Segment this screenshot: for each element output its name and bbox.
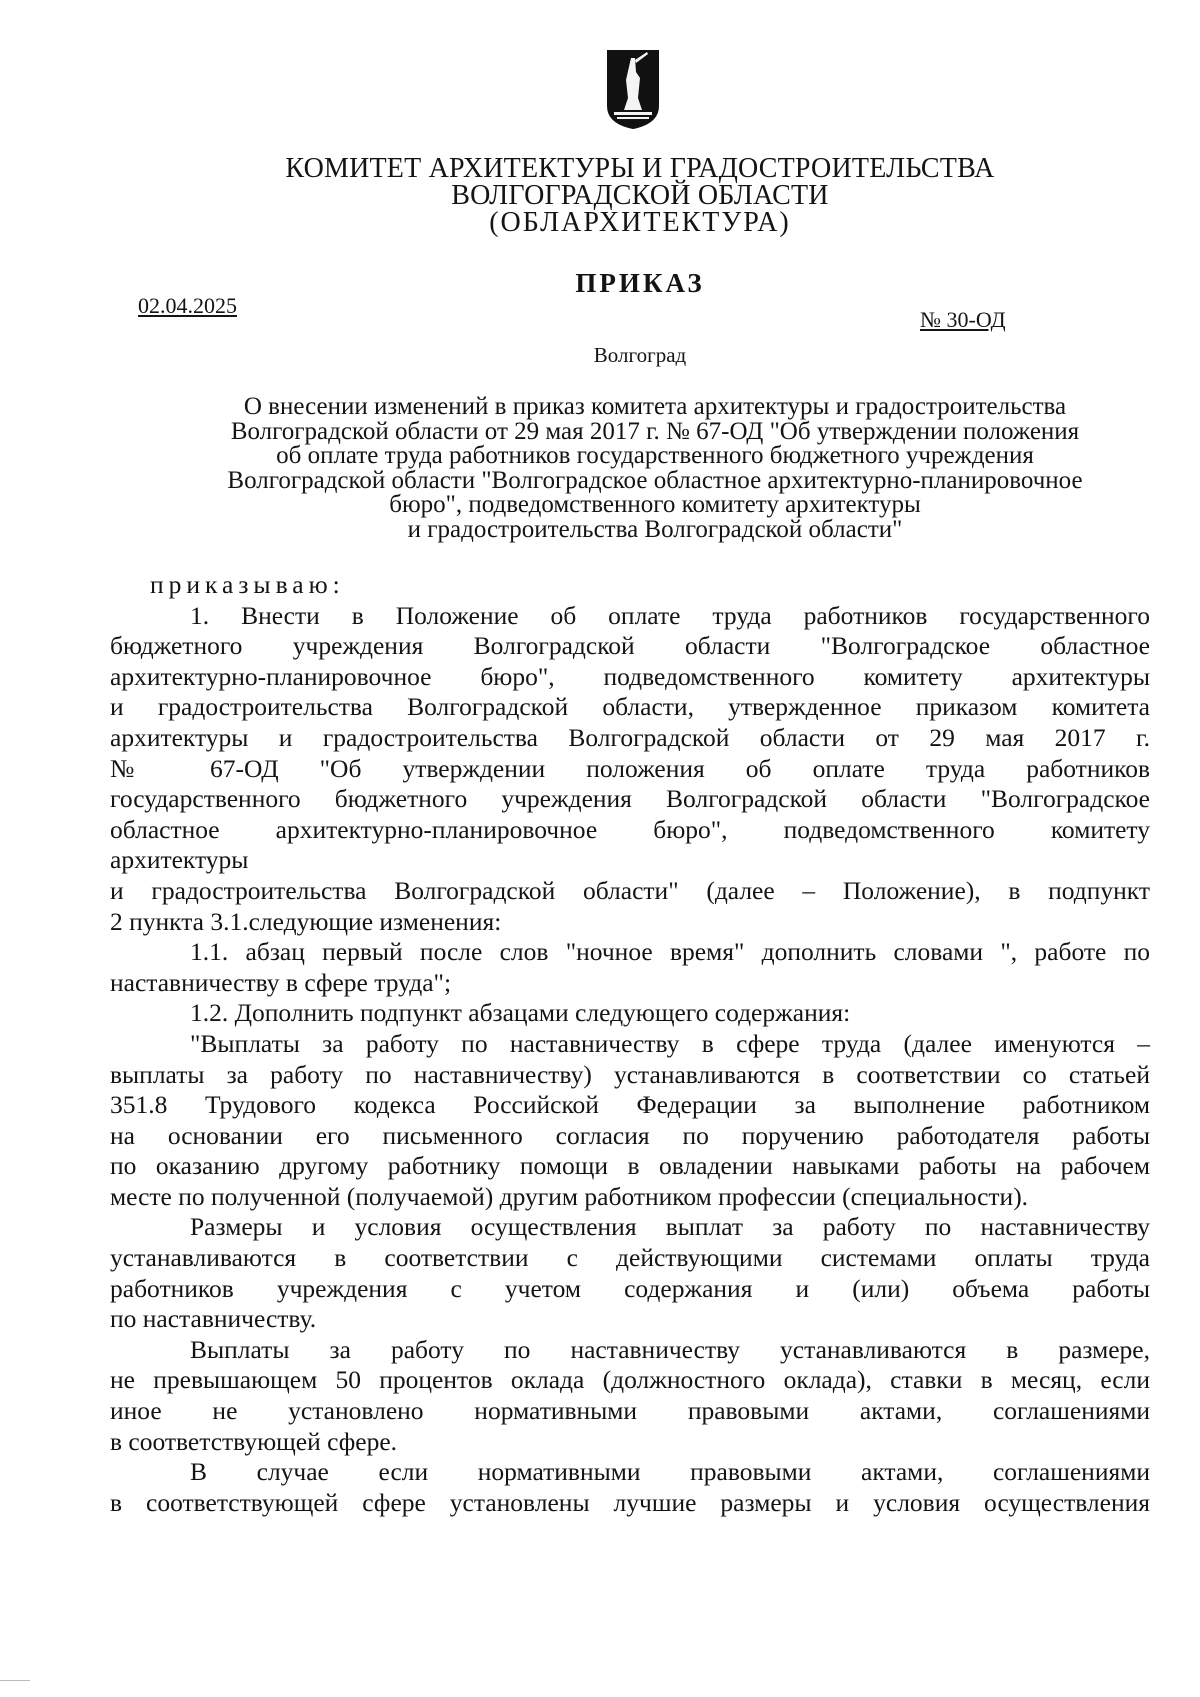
text-line: "Выплаты за работу по наставничеству в сфере труда (далее именуются – [190, 1028, 1150, 1058]
text-line: бюджетного учреждения Волгоградской области "Волгоградское областное [110, 631, 1150, 661]
subject-line: О внесении изменений в приказ комитета архитектуры и градостроительства [243, 393, 1067, 420]
text-line: архитектуры [110, 845, 249, 875]
text-line: в соответствующей сфере. [110, 1426, 398, 1456]
subject-line: об оплате труда работников государственного бюджетного учреждения [276, 442, 1034, 469]
text-line: выплаты за работу по наставничеству) устанавливаются в соответствии со статьей [110, 1059, 1150, 1089]
document-subject [160, 395, 1150, 542]
text-line: в соответствующей сфере установлены лучшие размеры и условия осуществления [110, 1487, 1150, 1517]
subject-line: бюро", подведомственного комитету архитектуры [389, 491, 921, 518]
text-line: работников учреждения с учетом содержания и (или) объема работы [110, 1273, 1150, 1303]
quoted-paragraph-2 [110, 1212, 1150, 1334]
text-line: № 67-ОД "Об утверждении положения об оплате труда работников [110, 753, 1150, 783]
quoted-paragraph-4 [110, 1457, 1150, 1518]
text-line: иное не установлено нормативными правовыми актами, соглашениями [110, 1396, 1150, 1426]
org-line: КОМИТЕТ АРХИТЕКТУРЫ И ГРАДОСТРОИТЕЛЬСТВА [285, 153, 995, 184]
text-line: не превышающем 50 процентов оклада (должностного оклада), ставки в месяц, если [110, 1365, 1150, 1395]
coat-of-arms-icon [605, 48, 661, 130]
paragraph-1-1 [110, 937, 1150, 998]
document-body [110, 570, 1150, 1518]
org-line: ВОЛГОГРАДСКОЙ ОБЛАСТИ [451, 180, 829, 211]
subject-line: и градостроительства Волгоградской области" [407, 515, 903, 543]
text-line: наставничеству в сфере труда"; [110, 967, 452, 997]
subject-line: Волгоградской области "Волгоградское областное архитектурно-планировочное [227, 466, 1083, 494]
scan-edge-mark [0, 1680, 30, 1681]
order-word: приказываю: [150, 570, 345, 599]
text-line: Размеры и условия осуществления выплат за работу по наставничеству [190, 1212, 1150, 1242]
text-line: по наставничеству. [110, 1304, 317, 1334]
text-line: областное архитектурно-планировочное бюро", подведомственного комитету [110, 814, 1150, 844]
document-city: Волгоград [593, 343, 687, 367]
org-line: (ОБЛАРХИТЕКТУРА) [489, 207, 791, 238]
document-type-title: ПРИКАЗ [575, 268, 705, 298]
document-number: № 30-ОД [920, 307, 1006, 332]
text-line: и градостроительства Волгоградской области, утвержденное приказом комитета [110, 692, 1150, 722]
text-line: государственного бюджетного учреждения Волгоградской области "Волгоградское [110, 784, 1150, 814]
text-line: 1. Внести в Положение об оплате труда работников государственного [190, 600, 1150, 630]
text-line: 351.8 Трудового кодекса Российской Федерации за выполнение работником [110, 1090, 1150, 1120]
text-line: месте по полученной (получаемой) другим работником профессии (специальности). [110, 1181, 1029, 1211]
text-line: архитектуры и градостроительства Волгоградской области от 29 мая 2017 г. [110, 722, 1150, 752]
paragraph-1-2: 1.2. Дополнить подпункт абзацами следующего содержания: [190, 998, 851, 1028]
text-line: Выплаты за работу по наставничеству устанавливаются в размере, [190, 1334, 1150, 1364]
text-line: 1.1. абзац первый после слов "ночное время" дополнить словами ", работе по [190, 937, 1150, 967]
text-line: по оказанию другому работнику помощи в овладении навыками работы на рабочем [110, 1151, 1150, 1181]
organization-name [250, 155, 1030, 236]
text-line: В случае если нормативными правовыми актами, соглашениями [190, 1457, 1150, 1487]
text-line: на основании его письменного согласия по поручению работодателя работы [110, 1120, 1150, 1150]
document-date: 02.04.2025 [138, 293, 237, 318]
subject-line: Волгоградской области от 29 мая 2017 г. № 67-ОД "Об утверждении положения [230, 417, 1080, 445]
quoted-paragraph-3 [110, 1335, 1150, 1457]
paragraph-1 [110, 601, 1150, 938]
text-line: устанавливаются в соответствии с действующими системами оплаты труда [110, 1243, 1150, 1273]
quoted-paragraph-1 [110, 1029, 1150, 1213]
text-line: 2 пункта 3.1.следующие изменения: [110, 906, 502, 936]
text-line: и градостроительства Волгоградской области" (далее – Положение), в подпункт [110, 875, 1150, 905]
text-line: архитектурно-планировочное бюро", подведомственного комитету архитектуры [110, 661, 1150, 691]
